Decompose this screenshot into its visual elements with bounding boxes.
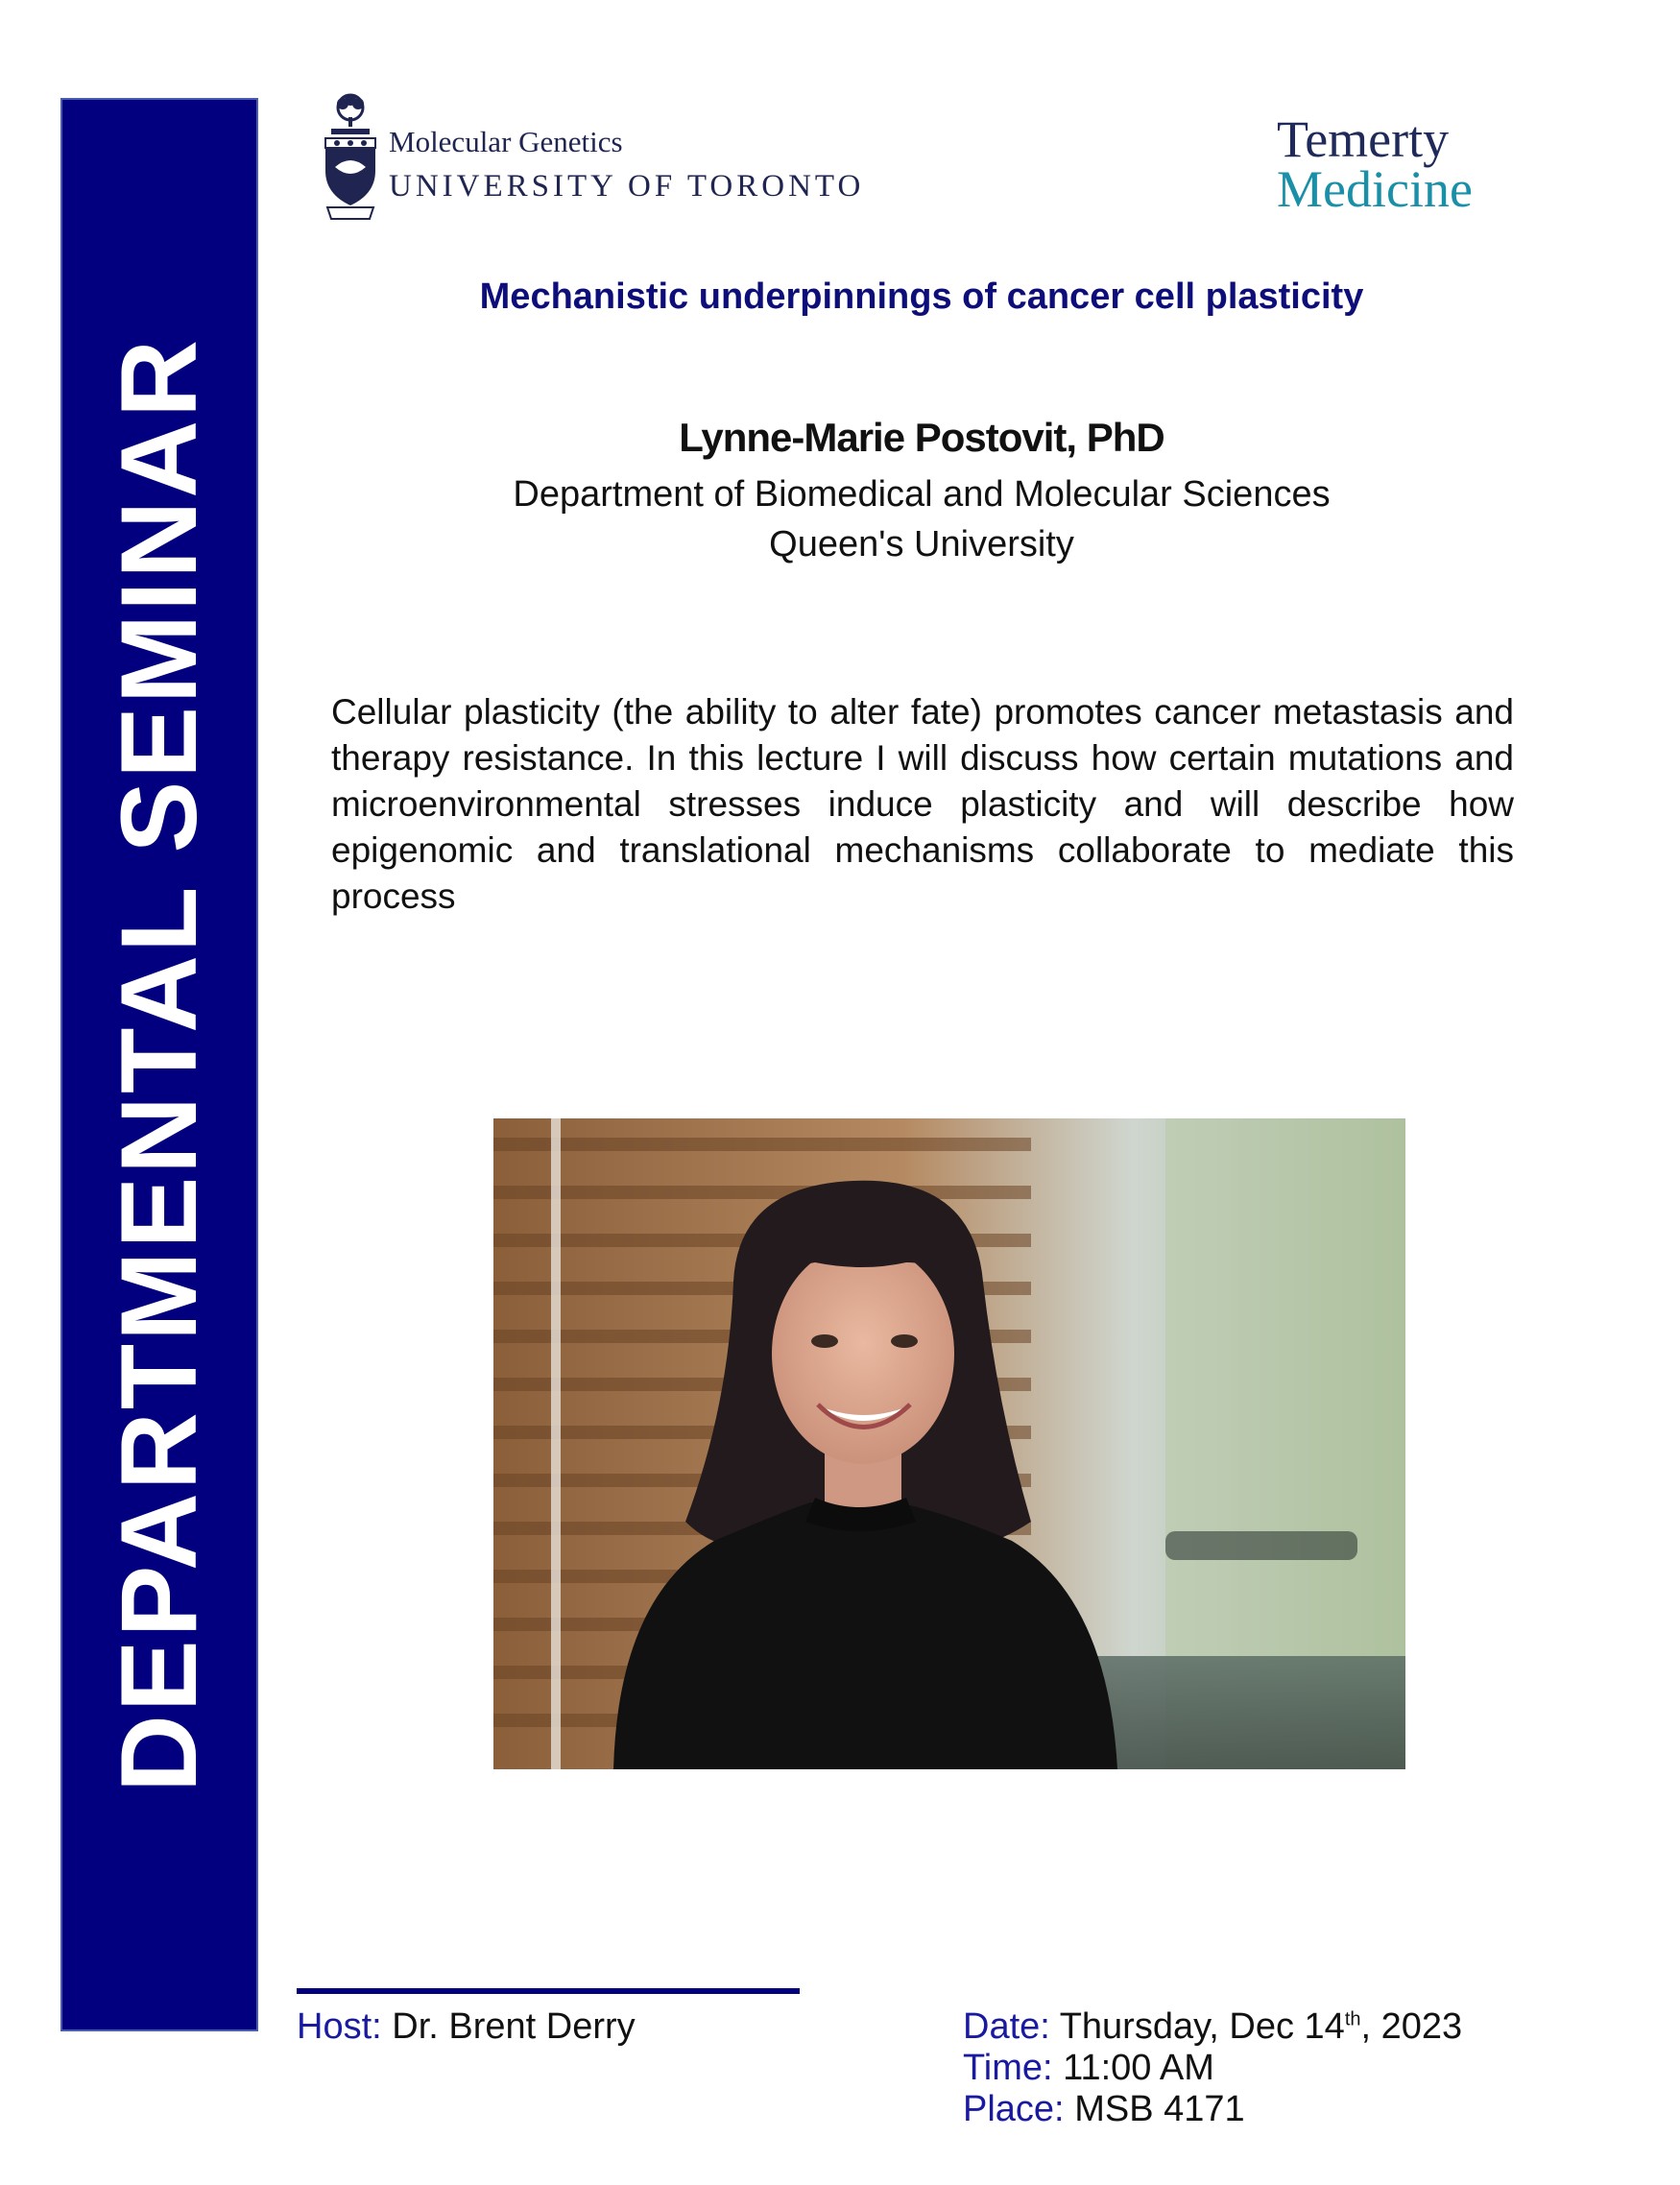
- footer-divider: [297, 1988, 800, 1994]
- date-value: [1060, 2006, 1462, 2047]
- speaker-photo: [493, 1118, 1405, 1769]
- date-value-main: Thursday, Dec 14: [1059, 2006, 1345, 2047]
- talk-title: Mechanistic underpinnings of cancer cell plasticity: [479, 276, 1364, 317]
- speaker-institution: Queen's University: [769, 524, 1074, 564]
- temerty-logo-line1: Temerty: [1277, 110, 1450, 168]
- time-value: 11:00 AM: [1063, 2048, 1214, 2088]
- host-info: [297, 2006, 636, 2048]
- place-label: Place:: [963, 2089, 1065, 2129]
- uoft-crest-icon: [322, 92, 379, 221]
- host-label: Host:: [297, 2006, 382, 2047]
- date-suffix: th: [1344, 2008, 1361, 2030]
- host-value: Dr. Brent Derry: [392, 2006, 636, 2047]
- uoft-department-name: Molecular Genetics: [389, 125, 623, 158]
- time-label: Time:: [963, 2048, 1053, 2088]
- uoft-university-name: UNIVERSITY OF TORONTO: [389, 169, 865, 204]
- time-info: [963, 2048, 1214, 2089]
- uoft-logo: [322, 92, 898, 225]
- temerty-logo-line2: Medicine: [1277, 160, 1473, 218]
- date-value-year: , 2023: [1360, 2006, 1463, 2047]
- side-banner: [60, 98, 258, 2031]
- date-info: [963, 2006, 1462, 2048]
- place-value: MSB 4171: [1074, 2089, 1245, 2129]
- speaker-department: Department of Biomedical and Molecular Sciences: [513, 474, 1331, 515]
- place-info: [963, 2089, 1245, 2130]
- banner-text: DEPARTMENTAL SEMINAR: [99, 337, 219, 1792]
- date-label: Date:: [963, 2006, 1050, 2047]
- abstract-text: Cellular plasticity (the ability to alter fate) promotes cancer metastasis and therapy resistance. In this lecture I will discuss how certain mutations and microenvironmental stresses induce plasticity and will describe how epigenomic and translational mechanisms collaborate to mediate this process: [331, 692, 1514, 916]
- speaker-name: Lynne-Marie Postovit, PhD: [679, 415, 1164, 460]
